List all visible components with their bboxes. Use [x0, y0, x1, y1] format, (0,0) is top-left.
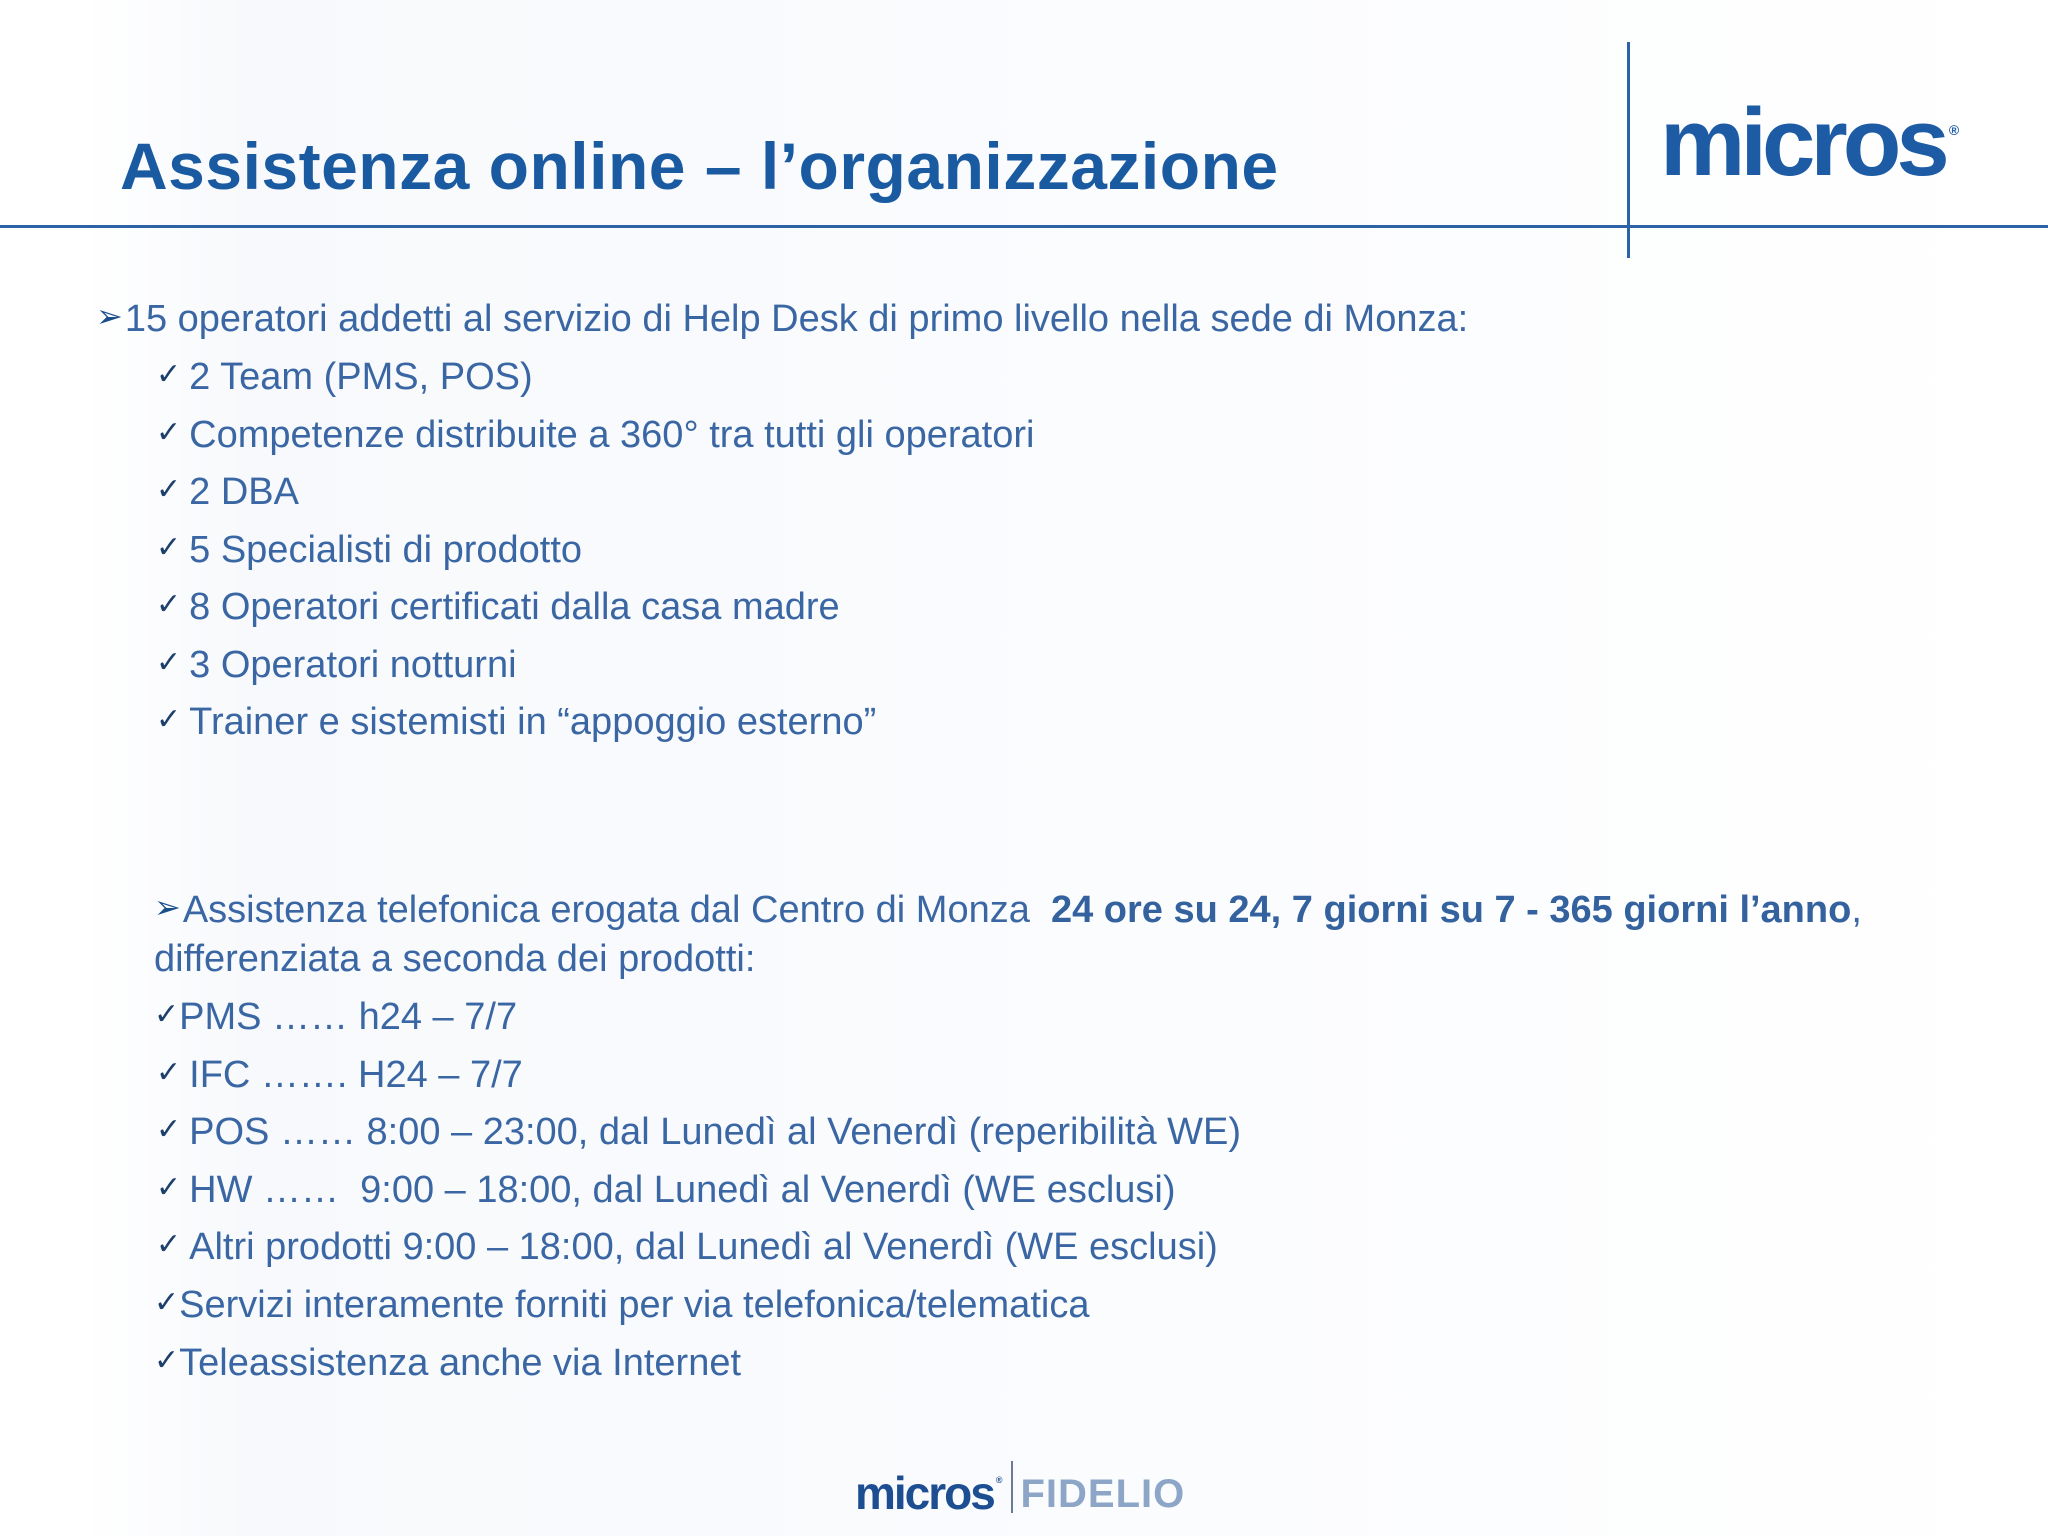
logo-text: micros — [1660, 89, 1945, 196]
section2-heading-punct: , — [1851, 889, 1862, 931]
list-item — [154, 1284, 1089, 1328]
footer-divider — [1011, 1461, 1013, 1513]
list-item — [156, 644, 517, 688]
list-item-text: 3 Operatori notturni — [189, 644, 517, 686]
footer-micros-logo — [855, 1467, 1003, 1519]
list-item — [156, 586, 840, 630]
list-item — [154, 1342, 741, 1386]
arrow-bullet-icon: ➢ — [96, 298, 123, 334]
checkmark-icon: ✓ — [154, 1286, 180, 1319]
checkmark-icon: ✓ — [156, 1228, 182, 1261]
registered-mark: ® — [1948, 122, 1960, 138]
section2-heading — [154, 889, 1862, 933]
list-item-text: Altri prodotti 9:00 – 18:00, dal Lunedì al Venerdì (WE esclusi) — [189, 1226, 1218, 1268]
checkmark-icon: ✓ — [156, 646, 182, 679]
checkmark-icon: ✓ — [156, 588, 182, 621]
list-item-text: 2 DBA — [189, 471, 299, 513]
checkmark-icon: ✓ — [156, 358, 182, 391]
checkmark-icon: ✓ — [156, 1171, 182, 1204]
list-item-text: HW …… 9:00 – 18:00, dal Lunedì al Venerdì (WE esclusi) — [189, 1169, 1176, 1211]
footer-fidelio-logo: FIDELIO — [1020, 1472, 1186, 1516]
list-item — [154, 996, 517, 1040]
list-item — [156, 529, 582, 573]
checkmark-icon: ✓ — [156, 473, 182, 506]
section2-heading-emphasis: 24 ore su 24, 7 giorni su 7 - 365 giorni l’anno — [1050, 889, 1852, 931]
list-item-text: Teleassistenza anche via Internet — [179, 1342, 742, 1384]
section2-heading-text: Assistenza telefonica erogata dal Centro di Monza — [182, 889, 1030, 931]
list-item — [156, 1226, 1218, 1270]
list-item-text: Trainer e sistemisti in “appoggio esterno” — [189, 701, 877, 743]
list-item — [156, 1111, 1241, 1155]
checkmark-icon: ✓ — [154, 1344, 180, 1377]
checkmark-icon: ✓ — [156, 1056, 182, 1089]
list-item-text: IFC ……. H24 – 7/7 — [189, 1054, 523, 1096]
section1-heading-text: 15 operatori addetti al servizio di Help Desk di primo livello nella sede di Monza: — [124, 298, 1469, 340]
checkmark-icon: ✓ — [154, 998, 180, 1031]
list-item-text: PMS …… h24 – 7/7 — [179, 996, 518, 1038]
slide-title: Assistenza online – l’organizzazione — [120, 129, 1279, 203]
list-item-text: Competenze distribuite a 360° tra tutti gli operatori — [189, 414, 1035, 456]
checkmark-icon: ✓ — [156, 416, 182, 449]
section2-heading-line2: differenziata a seconda dei prodotti: — [154, 938, 756, 980]
checkmark-icon: ✓ — [156, 703, 182, 736]
list-item-text: Servizi interamente forniti per via telefonica/telematica — [179, 1284, 1090, 1326]
checkmark-icon: ✓ — [156, 1113, 182, 1146]
list-item — [156, 1169, 1176, 1213]
list-item — [156, 1054, 523, 1098]
list-item-text: 8 Operatori certificati dalla casa madre — [189, 586, 840, 628]
list-item-text: 5 Specialisti di prodotto — [189, 529, 583, 571]
checkmark-icon: ✓ — [156, 531, 182, 564]
list-item — [156, 356, 533, 400]
list-item-text: POS …… 8:00 – 23:00, dal Lunedì al Venerdì (reperibilità WE) — [189, 1111, 1242, 1153]
section1-heading — [96, 298, 1468, 342]
footer-registered-mark: ® — [995, 1475, 1003, 1485]
list-item — [156, 701, 876, 745]
footer-micros-text: micros — [855, 1467, 994, 1519]
list-item-text: 2 Team (PMS, POS) — [189, 356, 533, 398]
arrow-bullet-icon: ➢ — [154, 889, 181, 925]
footer-logo — [855, 1458, 1186, 1519]
list-item — [156, 471, 299, 515]
list-item — [156, 414, 1034, 458]
